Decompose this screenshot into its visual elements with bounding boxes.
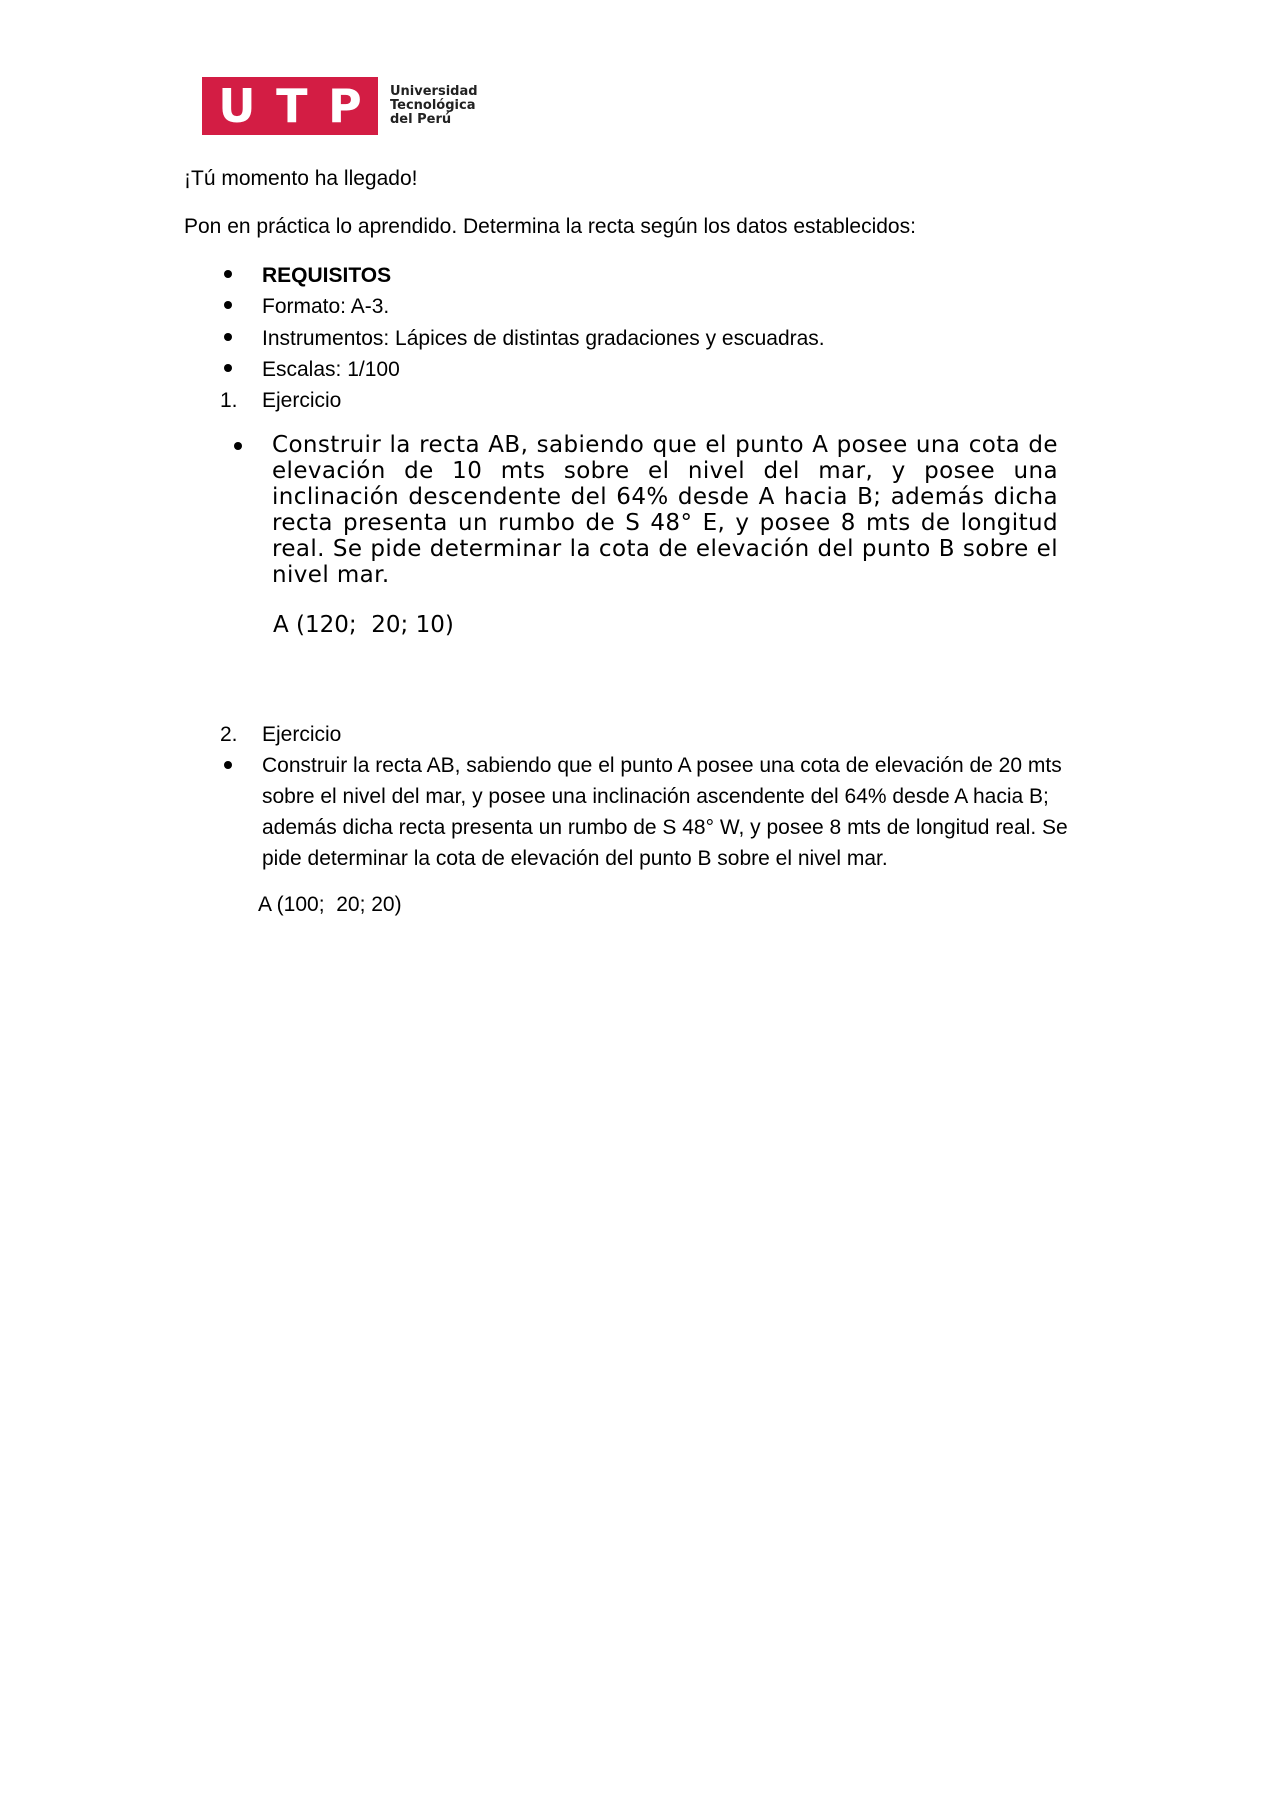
exercise-2-statement: Construir la recta AB, sabiendo que el punto A posee una cota de elevación de 20 mts sobre el nivel del mar, y posee una inclinación ascendente del 64% desde A hacia B; además dicha recta presenta un rumbo de S 48° W, y posee 8 mts de longitud real. Se pide determinar la cota de elevación del punto B sobre el nivel mar. <box>262 754 1068 870</box>
requirements-heading-item <box>220 260 391 291</box>
bullet-icon <box>224 333 232 341</box>
logo-line-1: Universidad <box>390 84 478 99</box>
utp-logo <box>202 77 478 135</box>
requirement-item <box>220 323 825 354</box>
exercise-2-title: Ejercicio <box>262 723 342 746</box>
logo-wordmark <box>390 85 478 127</box>
bullet-icon <box>224 761 232 769</box>
exercise-1-point: A (120; 20; 10) <box>273 612 454 638</box>
requirement-scale: Escalas: 1/100 <box>262 358 400 381</box>
bullet-icon <box>224 270 232 278</box>
requirement-format: Formato: A-3. <box>262 295 390 318</box>
exercise-1-heading <box>220 385 341 416</box>
logo-line-3: del Perú <box>390 112 452 127</box>
logo-letter-t: T <box>276 79 308 133</box>
exercise-2-heading <box>220 719 341 750</box>
logo-line-2: Tecnológica <box>390 98 476 113</box>
logo-letter-u: U <box>218 79 256 133</box>
exercise-1-statement-item <box>234 432 1058 588</box>
exercise-2-point: A (100; 20; 20) <box>258 893 402 916</box>
logo-mark <box>202 77 378 135</box>
bullet-icon <box>224 301 232 309</box>
logo-letter-p: P <box>328 79 362 133</box>
exercise-2-statement-item <box>220 750 1100 874</box>
exercise-1-number: 1. <box>220 389 238 412</box>
exercise-2-number: 2. <box>220 723 238 746</box>
requirement-item <box>220 291 389 322</box>
exercise-1-statement: Construir la recta AB, sabiendo que el punto A posee una cota de elevación de 10 mts sobre el nivel del mar, y posee una inclinación descendente del 64% desde A hacia B; además dicha recta presenta un rumbo de S 48° E, y posee 8 mts de longitud real. Se pide determinar la cota de elevación del punto B sobre el nivel mar. <box>272 432 1058 588</box>
exercise-1-title: Ejercicio <box>262 389 342 412</box>
instruction-text: Pon en práctica lo aprendido. Determina la recta según los datos establecidos: <box>184 215 916 238</box>
bullet-icon <box>224 364 232 372</box>
requirement-item <box>220 354 400 385</box>
requirement-instruments: Instrumentos: Lápices de distintas gradaciones y escuadras. <box>262 327 825 350</box>
bullet-icon <box>234 442 242 450</box>
requirements-heading: REQUISITOS <box>262 264 392 287</box>
greeting-text: ¡Tú momento ha llegado! <box>184 167 418 190</box>
